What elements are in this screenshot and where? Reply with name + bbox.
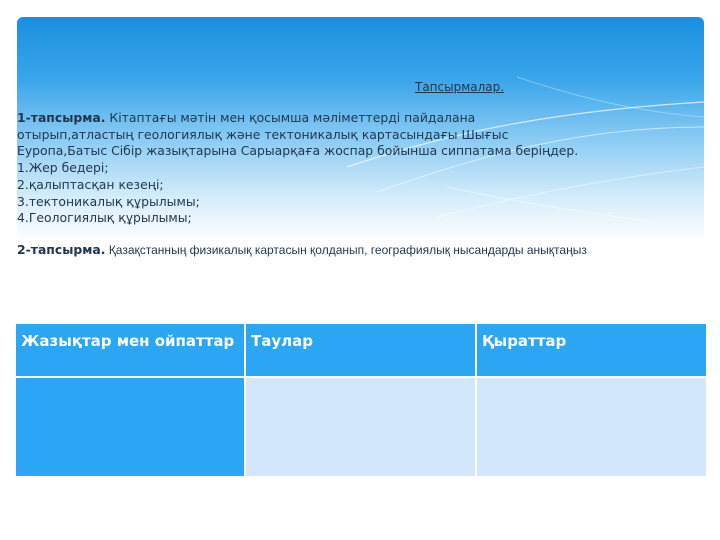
task-1-item: 1.Жер бедері; (17, 160, 109, 176)
task-1-first-line (17, 110, 578, 127)
header-plains-label: Жазықтар мен ойпаттар (21, 332, 235, 350)
task-1-line: отырып,атластың геологиялық және тектоникалық картасындағы Шығыс (17, 126, 509, 142)
header-cell-mountains (245, 323, 476, 377)
header-mountains-label: Таулар (251, 332, 313, 350)
task-1-item: 2.қалыптасқан кезеңі; (17, 176, 164, 192)
task-2-label: 2-тапсырма. (17, 242, 106, 257)
header-uplands-label: Қыраттар (482, 332, 567, 350)
table-row (15, 377, 707, 477)
answer-cell-plains[interactable] (15, 377, 245, 477)
answer-cell-uplands[interactable] (476, 377, 707, 477)
task-1-line: Еуропа,Батыс Сібір жазықтарына Сарыарқаға жоспар бойынша сиппатама беріңдер. (17, 143, 579, 159)
task-2-text: Қазақстанның физикалық картасын қолданып, географиялық нысандарды анықтаңыз (105, 243, 587, 257)
header-cell-uplands (476, 323, 707, 377)
answer-table (14, 322, 708, 478)
table-header-row (15, 323, 707, 377)
answer-cell-mountains[interactable] (245, 377, 476, 477)
task-1-item: 4.Геологиялық құрылымы; (17, 210, 192, 226)
task-1-text-start: Кітаптағы мәтін мен қосымша мәліметтерді пайдалана (105, 110, 476, 125)
task-2 (17, 242, 677, 258)
task-1-item: 3.тектоникалық құрылымы; (17, 193, 200, 209)
page-title: Тапсырмалар. (415, 80, 505, 94)
task-1-label: 1-тапсырма. (17, 110, 106, 125)
header-cell-plains (15, 323, 245, 377)
task-1 (17, 110, 578, 227)
